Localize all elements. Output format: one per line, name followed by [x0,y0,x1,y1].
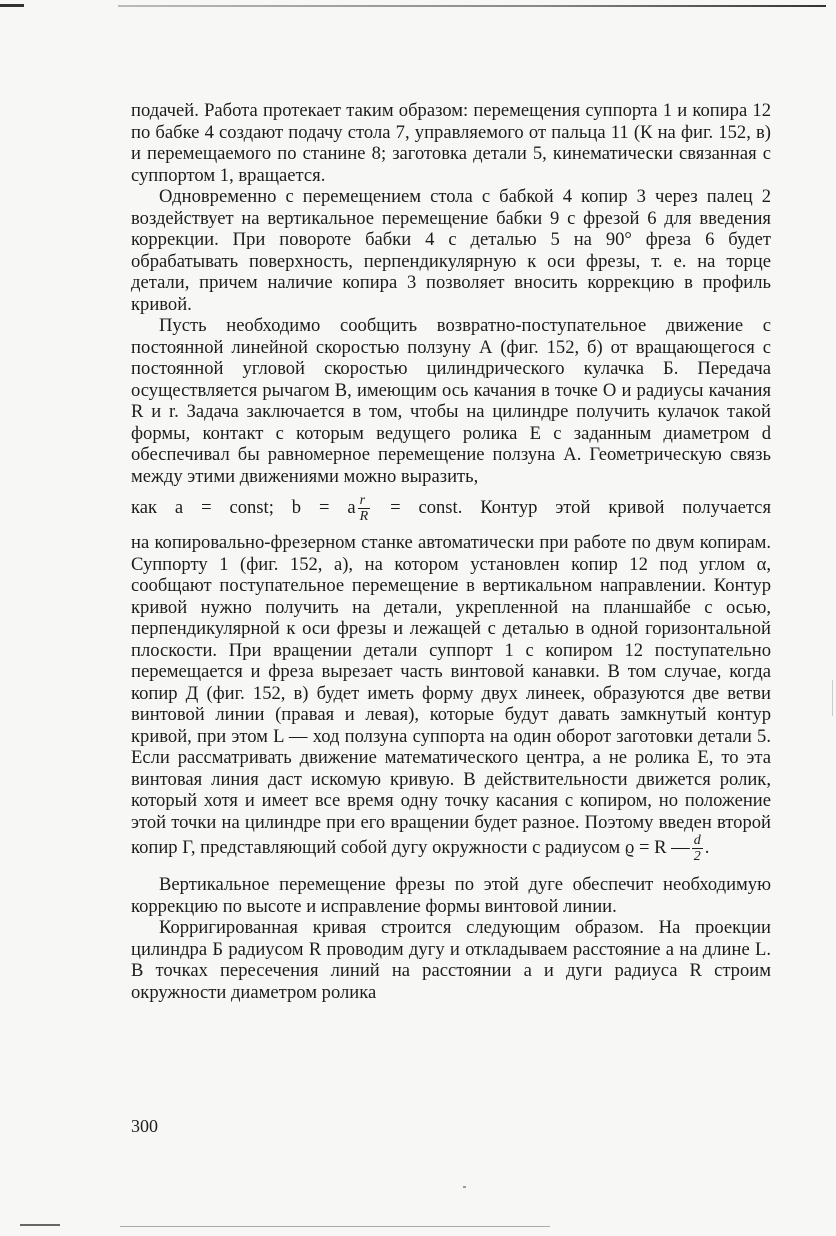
formula-2-denominator: 2 [693,849,701,864]
formula-1-left: как a = const; b = a [131,496,356,518]
page-number: 300 [131,1116,158,1136]
paragraph-3: Пусть необходимо сообщить возвратно-поступательное движение с постоянной линейной скоростью ползуну А (фиг. 152, б) от вращающегося с постоянной угловой скоростью цилиндрического кулачка Б. Передача осуществляется рычагом В, имеющим ось качания в точке О и радиусы качания R и r. Задача заключается в том, чтобы на цилиндре получить кулачок такой формы, контакт с которым ведущего ролика Е с заданным диаметром d обеспечивал бы равномерное перемещение ползуна А. Геометрическую связь между этими движениями можно выразить, [131,315,771,487]
formula-line-1 [131,493,771,524]
paragraph-5: Вертикальное перемещение фрезы по этой дуге обеспечит необходимую коррекцию по высоте и исправление формы винтовой линии. [131,874,771,917]
scan-corner-mark [0,4,24,7]
paragraph-4 [131,532,771,864]
formula-2-left: ϱ = R — [624,836,690,858]
paragraph-2: Одновременно с перемещением стола с бабкой 4 копир 3 через палец 2 воздействует на вертикальное перемещение бабки 9 с фрезой 6 для введения коррекции. При повороте бабки 4 с деталью 5 на 90° фреза 6 будет обрабатывать поверхность, перпендикулярную к оси фрезы, т. е. на торце детали, причем наличие копира 3 позволяет вносить коррекцию в профиль кривой. [131,186,771,315]
formula-1-fraction [358,493,371,524]
paragraph-1: подачей. Работа протекает таким образом: перемещения суппорта 1 и копира 12 по бабке 4 создают подачу стола 7, управляемого от пальца 11 (К на фиг. 152, в) и перемещаемого по станине 8; заготовка детали 5, кинематически связанная с суппортом 1, вращается. [131,100,771,186]
bottom-rule [120,1226,550,1227]
formula-2-right: . [704,836,710,858]
formula-2-numerator: d [693,833,701,848]
formula-2-fraction [692,833,703,864]
formula-1-right: = const. Контур этой кривой получается [390,496,771,518]
formula-1-denominator: R [359,509,369,524]
page-body [131,100,771,1003]
scan-edge-mark [832,680,833,716]
scan-bottom-corner-mark [20,1224,60,1226]
paragraph-6: Корригированная кривая строится следующим образом. На проекции цилиндра Б радиусом R проводим дугу и откладываем расстояние a на длине L. В точках пересечения линий на расстоянии a и дуги радиуса R строим окружности диаметром ролика [131,917,771,1003]
formula-1-numerator: r [358,493,371,509]
top-rule [118,5,826,7]
paragraph-4-text: на копировально-фрезерном станке автоматически при работе по двум копирам. Суппорту 1 (фиг. 152, а), на котором установлен копир 12 под углом α, сообщают поступательное перемещение в вертикальном направлении. Контур кривой нужно получить на детали, укрепленной на планшайбе с осью, перпендикулярной к оси фрезы и лежащей с деталью в одной горизонтальной плоскости. При вращении детали суппорт 1 с копиром 12 поступательно перемещается и фреза вырезает часть винтовой канавки. В том случае, когда копир Д (фиг. 152, в) будет иметь форму двух линеек, образуются две ветви винтовой линии (правая и левая), которые будут давать замкнутый контур кривой, при этом L — ход ползуна суппорта на один оборот заготовки детали 5. Если рассматривать движение математического центра, а не ролика Е, то эта винтовая линия даст искомую кривую. В действительности движется ролик, который хотя и имеет все время одну точку касания с копиром, но положение этой точки на цилиндре при его вращении будет разное. Поэтому введен второй копир Г, представляющий собой дугу окружности с радиусом [131,532,771,858]
scan-speck [463,1186,466,1188]
